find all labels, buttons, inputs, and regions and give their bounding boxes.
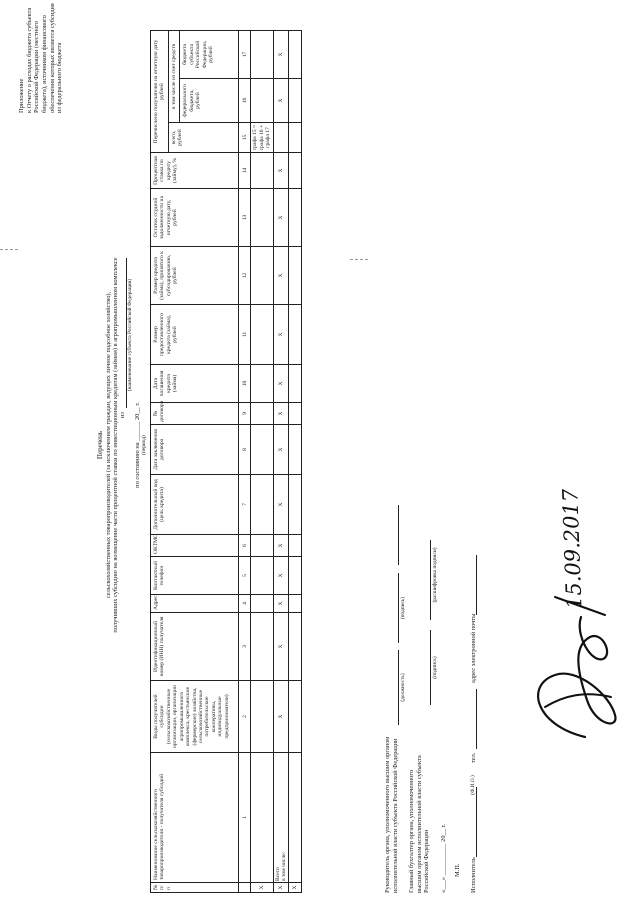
col-number: 15 [239,123,251,153]
col-header-6: Контактный телефон [151,557,239,595]
table-cell [251,681,273,753]
col-number: 8 [239,425,251,475]
sign-hint: (подпись) [400,596,406,620]
table-cell [289,613,302,681]
scan-mark [350,259,368,260]
recipients-table [150,30,302,893]
table-cell [289,475,302,535]
table-cell [289,753,302,883]
x-mark: X [273,247,289,305]
document-subtitle-2: получивших субсидию на возмещение части процентной ставки по инвестиционным кредитам (займам) в агропромышленном комплексе [112,257,119,633]
col-number: 12 [239,247,251,305]
table-cell [251,189,273,247]
table-cell [251,79,273,123]
fio-hint: (Ф.И.О.) [470,775,476,795]
col-header-14: Остаток ссудной задолженности на отчетную дату, рублей [151,189,239,247]
x-mark: X [273,475,289,535]
col-header-12: Размер предоставленного кредита (займа), рублей [151,305,239,365]
table-cell [251,30,273,78]
tel-label: тел. [470,752,477,763]
table-cell [251,753,273,883]
col-number: 11 [239,305,251,365]
row-x: X [273,883,289,893]
sub-header-incl: в том числе из счет средств [168,30,179,122]
col-header-10: № договора [151,403,239,425]
accountant-decode-hint: (расшифровка подписи) [432,547,438,603]
table-cell [251,403,273,425]
x-mark: X [273,613,289,681]
table-cell [289,595,302,613]
col-number: 9 [239,403,251,425]
col-header-5: Адрес [151,595,239,613]
col-header-11: Дата погашения кредита (займа) [151,365,239,403]
table-cell [251,365,273,403]
seal-place: М.П. [454,863,461,877]
subject-prefix: из [119,412,126,418]
accountant-signature-label: Главный бухгалтер органа, уполномоченного высшим органом исполнительной власти субъекта Российской Федерации [408,755,431,893]
table-cell [289,557,302,595]
incl-text: в том числе: [280,851,287,881]
table-cell [251,535,273,557]
table-cell [289,403,302,425]
table-cell [289,425,302,475]
col-number: 4 [239,595,251,613]
total-text: Всего [274,867,281,881]
x-mark: X [273,79,289,123]
x-mark: X [273,189,289,247]
total-row [273,30,289,892]
email-line [476,555,477,615]
col-header-1: № п/п [151,883,239,893]
date-line: «___» __________ 20__ г. [440,823,447,893]
col-number: 10 [239,365,251,403]
appendix-note: Приложение к Отчету о расходах бюджета субъекта Российской Федерации (местного бюджета), источником финансового обеспечения которых является субсидия из федерального бюджета [18,3,64,113]
document-subtitle-1: сельскохозяйственных товаропроизводителей (за исключением граждан, ведущих личное подсобное хозяйство), [105,291,112,599]
table-cell [289,365,302,403]
col-number: 17 [239,30,251,78]
col-number: 6 [239,535,251,557]
table-cell [289,535,302,557]
table-cell [289,681,302,753]
accountant-decode-line [430,540,431,620]
position-hint: (должность) [400,673,406,702]
table-cell [289,247,302,305]
data-row [251,30,273,892]
col-header-15: Процентная ставка по кредиту (займу), % [151,153,239,189]
table-cell [289,153,302,189]
table-cell [251,613,273,681]
table-cell [251,153,273,189]
table-cell [251,425,273,475]
handwritten-date: 15.09.2017 [558,488,587,610]
col-header-8: Дополнительный код (цель кредита) [151,475,239,535]
position-line [398,650,399,725]
sign-line [398,573,399,643]
accountant-sign-hint: (подпись) [432,656,438,679]
table-cell [289,123,302,153]
head-signature-label: Руководитель органа, уполномоченного высшим органом исполнительной власти субъекта Российской Федерации [384,736,399,893]
x-mark: X [273,425,289,475]
row-x: X [289,883,302,893]
col-number: 2 [239,681,251,753]
sub-col-regional: бюджета субъекта Российской Федерации, рублей [180,30,239,78]
table-cell [273,123,289,153]
document-title: Перечень [96,430,104,460]
x-mark: X [273,681,289,753]
col-number [239,883,251,893]
header-row [151,30,169,892]
x-mark: X [273,153,289,189]
formula-cell: графа 15 = графа 16 + графа 17 [251,123,273,153]
x-mark: X [273,535,289,557]
table-cell [251,247,273,305]
col-number: 5 [239,557,251,595]
table-cell [251,557,273,595]
table-cell [289,189,302,247]
col-header-7: ОКТМО [151,535,239,557]
table-cell [289,79,302,123]
email-label: адрес электронной почты [470,613,477,683]
accountant-sign-line [430,630,431,705]
table-cell [251,595,273,613]
table-cell [289,305,302,365]
x-mark: X [273,403,289,425]
x-mark: X [273,305,289,365]
x-mark: X [273,595,289,613]
col-header-16: Перечислено получателю на отчетную дату рублей [151,30,169,152]
col-header-9: Дата заключения договора [151,425,239,475]
table-cell [289,30,302,78]
empty-row [289,30,302,892]
table-cell [251,305,273,365]
x-mark: X [273,557,289,595]
decode-line [398,505,399,565]
col-number: 14 [239,153,251,189]
sub-col-total: всего, рублей [168,123,238,153]
col-header-2: Наименование сельскохозяйственного товаропроизводителя - получателя субсидий [151,753,239,883]
row-x: X [251,883,273,893]
col-header-3: Виды получателей субсидии (сельскохозяйственные организации, организации агропромышленного комплекса, крестьянские (фермерские) хозяйства, сельскохозяйственные потребительские кооперативы, индивидуальные предприниматели) [151,681,239,753]
table-cell [251,475,273,535]
x-mark: X [273,365,289,403]
col-number: 3 [239,613,251,681]
col-number: 13 [239,189,251,247]
col-header-4: Идентификационный номер (ИНН) получателя [151,613,239,681]
executor-label: Исполнитель [470,857,477,893]
x-mark: X [273,30,289,78]
period-hint: (период) [141,435,147,455]
subject-hint: (наименование субъекта Российской Федерации) [127,278,133,392]
col-number: 7 [239,475,251,535]
column-number-row [239,30,251,892]
scan-mark [0,249,18,250]
col-number: 1 [239,753,251,883]
total-label [273,753,289,883]
as-of-date: по состоянию на ______ 20__ г. [134,402,141,488]
tel-line [476,689,477,749]
col-header-13: Размер кредита (займа), принятого к субсидированию, рублей [151,247,239,305]
col-number: 16 [239,79,251,123]
sub-col-federal: федерального бюджета, рублей [180,79,239,123]
